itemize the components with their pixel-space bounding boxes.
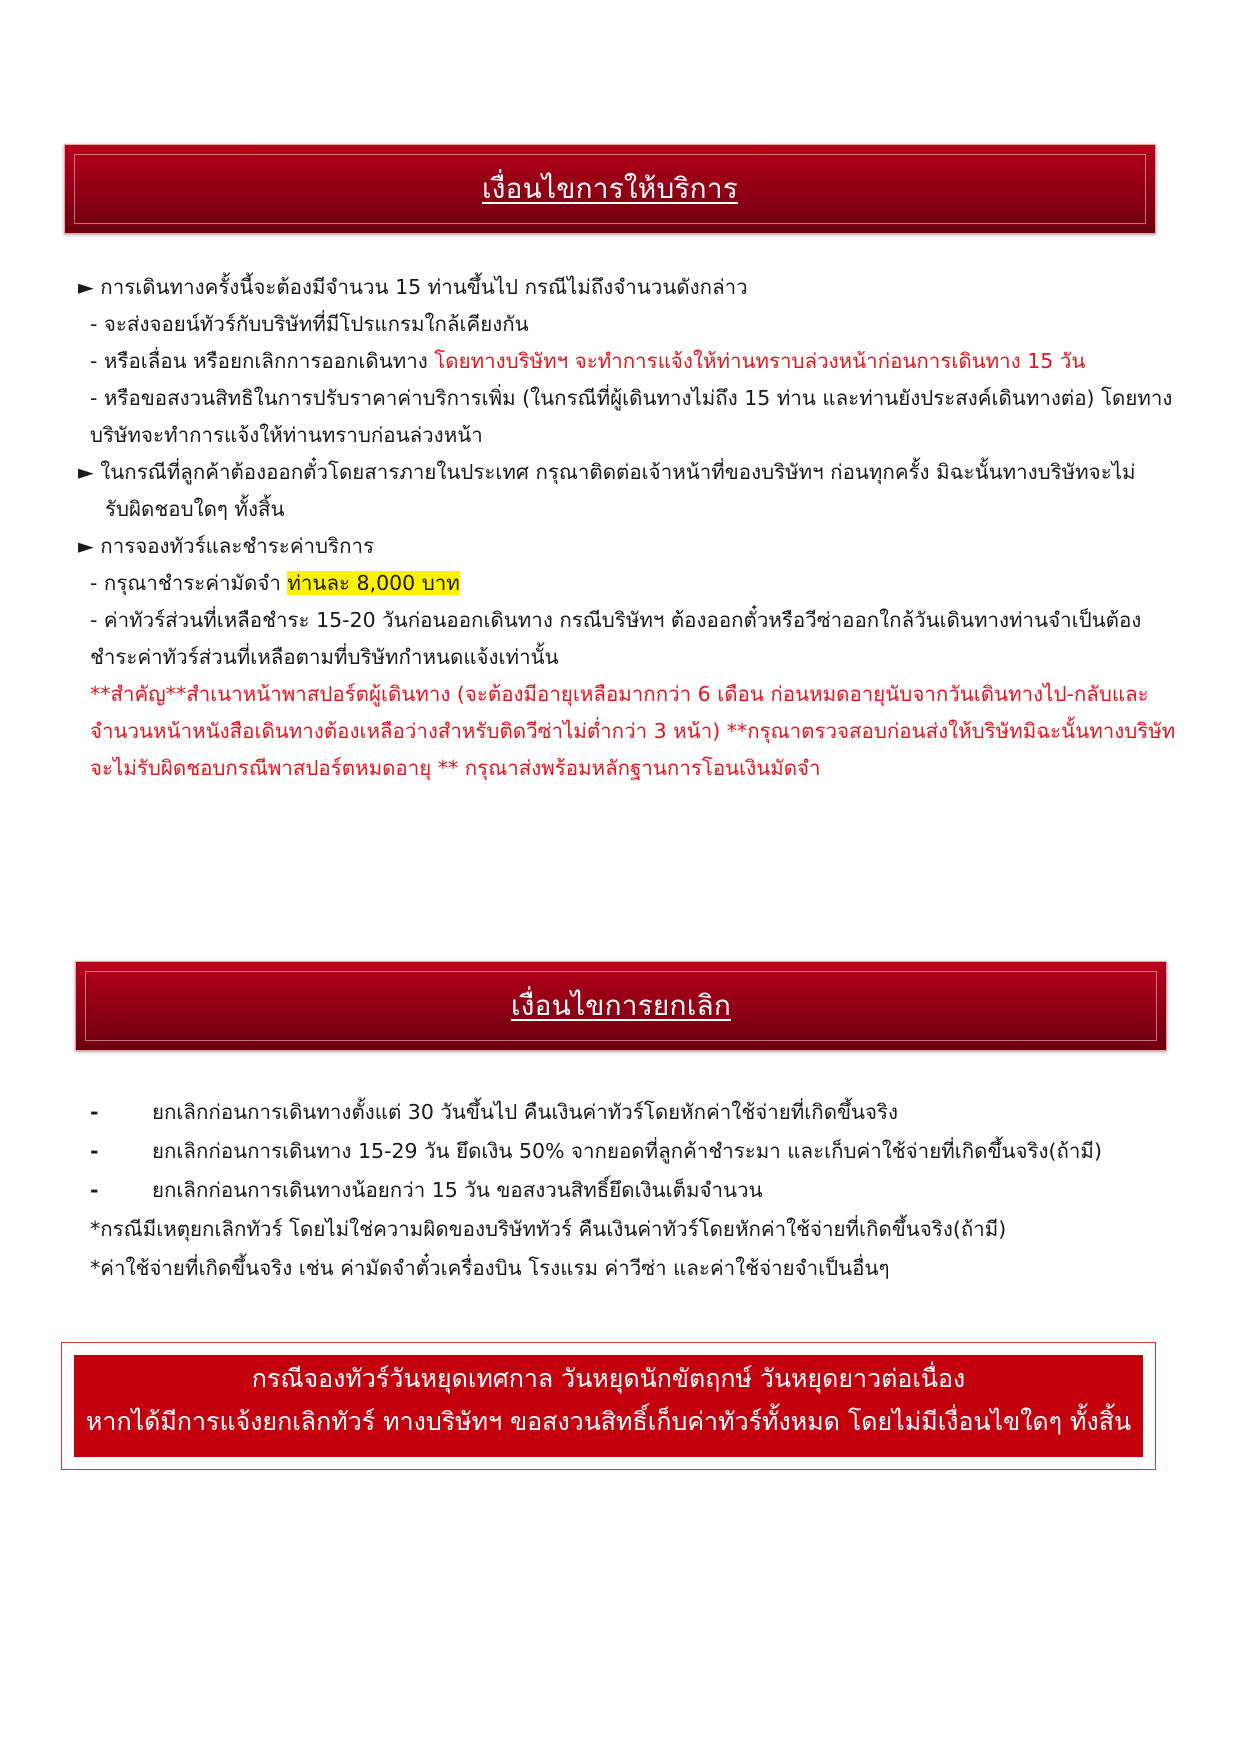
deposit-amount-highlight: ท่านละ 8,000 บาท: [287, 571, 460, 595]
condition-min-travelers: ► การเดินทางครั้งนี้จะต้องมีจำนวน 15 ท่านขึ้นไป กรณีไม่ถึงจำนวนดังกล่าว: [78, 275, 748, 299]
condition-balance-payment: - ค่าทัวร์ส่วนที่เหลือชำระ 15-20 วันก่อนออกเดินทาง กรณีบริษัทฯ ต้องออกตั๋วหรือวีซ่าออกใกล้วันเดินทางท่านจำเป็นต้องชำระค่าทัวร์ส่วนที่เหลือตามที่บริษัทกำหนดแจ้งเท่านั้น: [90, 608, 1142, 669]
cancel-note: *กรณีมีเหตุยกเลิกทัวร์ โดยไม่ใช่ความผิดของบริษัททัวร์ คืนเงินค่าทัวร์โดยหักค่าใช้จ่ายที่เกิดขึ้นจริง(ถ้ามี): [90, 1217, 1007, 1241]
cancel-item: - ยกเลิกก่อนการเดินทางตั้งแต่ 30 วันขึ้นไป คืนเงินค่าทัวร์โดยหักค่าใช้จ่ายที่เกิดขึ้นจริง: [90, 1100, 899, 1124]
condition-deposit: - กรุณาชำระค่ามัดจำ ท่านละ 8,000 บาท: [90, 571, 460, 595]
condition-join-tour: - จะส่งจอยน์ทัวร์กับบริษัทที่มีโปรแกรมใกล้เคียงกัน: [90, 312, 529, 336]
service-conditions-body: [78, 269, 1188, 787]
cancellation-conditions-title: เงื่อนไขการยกเลิก: [511, 989, 731, 1022]
condition-booking-payment: ► การจองทัวร์และชำระค่าบริการ: [78, 534, 374, 558]
condition-postpone: - หรือเลื่อน หรือยกเลิกการออกเดินทาง โดยทางบริษัทฯ จะทำการแจ้งให้ท่านทราบล่วงหน้าก่อนการเดินทาง 15 วัน: [90, 349, 1086, 373]
cancellation-conditions-body: [90, 1093, 1190, 1288]
service-conditions-banner: [64, 144, 1156, 234]
condition-domestic-ticket: ► ในกรณีที่ลูกค้าต้องออกตั๋วโดยสารภายในประเทศ กรุณาติดต่อเจ้าหน้าที่ของบริษัทฯ ก่อนทุกครั้ง มิฉะนั้นทางบริษัทจะไม่: [78, 460, 1136, 484]
condition-passport-important: **สำคัญ**สำเนาหน้าพาสปอร์ตผู้เดินทาง (จะต้องมีอายุเหลือมากกว่า 6 เดือน ก่อนหมดอายุนับจากวันเดินทางไป-กลับและจำนวนหน้าหนังสือเดินทางต้องเหลือว่างสำหรับติดวีซ่าไม่ต่ำกว่า 3 หน้า) **กรุณาตรวจสอบก่อนส่งให้บริษัทมิฉะนั้นทางบริษัทจะไม่รับผิดชอบกรณีพาสปอร์ตหมดอายุ ** กรุณาส่งพร้อมหลักฐานการโอนเงินมัดจำ: [90, 682, 1176, 780]
holiday-notice-line1: กรณีจองทัวร์วันหยุดเทศกาล วันหยุดนักขัตฤกษ์ วันหยุดยาวต่อเนื่อง: [251, 1364, 966, 1393]
cancel-item: - ยกเลิกก่อนการเดินทางน้อยกว่า 15 วัน ขอสงวนสิทธิ์ยึดเงินเต็มจำนวน: [90, 1178, 763, 1202]
service-conditions-title: เงื่อนไขการให้บริการ: [482, 172, 738, 205]
condition-price-adjust: - หรือขอสงวนสิทธิในการปรับราคาค่าบริการเพิ่ม (ในกรณีที่ผู้เดินทางไม่ถึง 15 ท่าน และท่านยังประสงค์เดินทางต่อ) โดยทางบริษัทจะทำการแจ้งให้ท่านทราบก่อนล่วงหน้า: [90, 386, 1173, 447]
condition-notice-red: โดยทางบริษัทฯ จะทำการแจ้งให้ท่านทราบล่วงหน้าก่อนการเดินทาง 15 วัน: [434, 349, 1086, 373]
holiday-notice-line2: หากได้มีการแจ้งยกเลิกทัวร์ ทางบริษัทฯ ขอสงวนสิทธิ์เก็บค่าทัวร์ทั้งหมด โดยไม่มีเงื่อนไขใดๆ ทั้งสิ้น: [85, 1407, 1132, 1436]
holiday-notice-box: [61, 1342, 1156, 1470]
cancellation-conditions-banner: [75, 961, 1167, 1051]
condition-domestic-ticket-cont: รับผิดชอบใดๆ ทั้งสิ้น: [105, 497, 285, 521]
holiday-notice-panel: [74, 1355, 1143, 1457]
cancel-item: - ยกเลิกก่อนการเดินทาง 15-29 วัน ยึดเงิน 50% จากยอดที่ลูกค้าชำระมา และเก็บค่าใช้จ่ายที่เกิดขึ้นจริง(ถ้ามี): [90, 1139, 1102, 1163]
cancel-note: *ค่าใช้จ่ายที่เกิดขึ้นจริง เช่น ค่ามัดจำตั๋วเครื่องบิน โรงแรม ค่าวีซ่า และค่าใช้จ่ายจำเป็นอื่นๆ: [90, 1256, 890, 1280]
